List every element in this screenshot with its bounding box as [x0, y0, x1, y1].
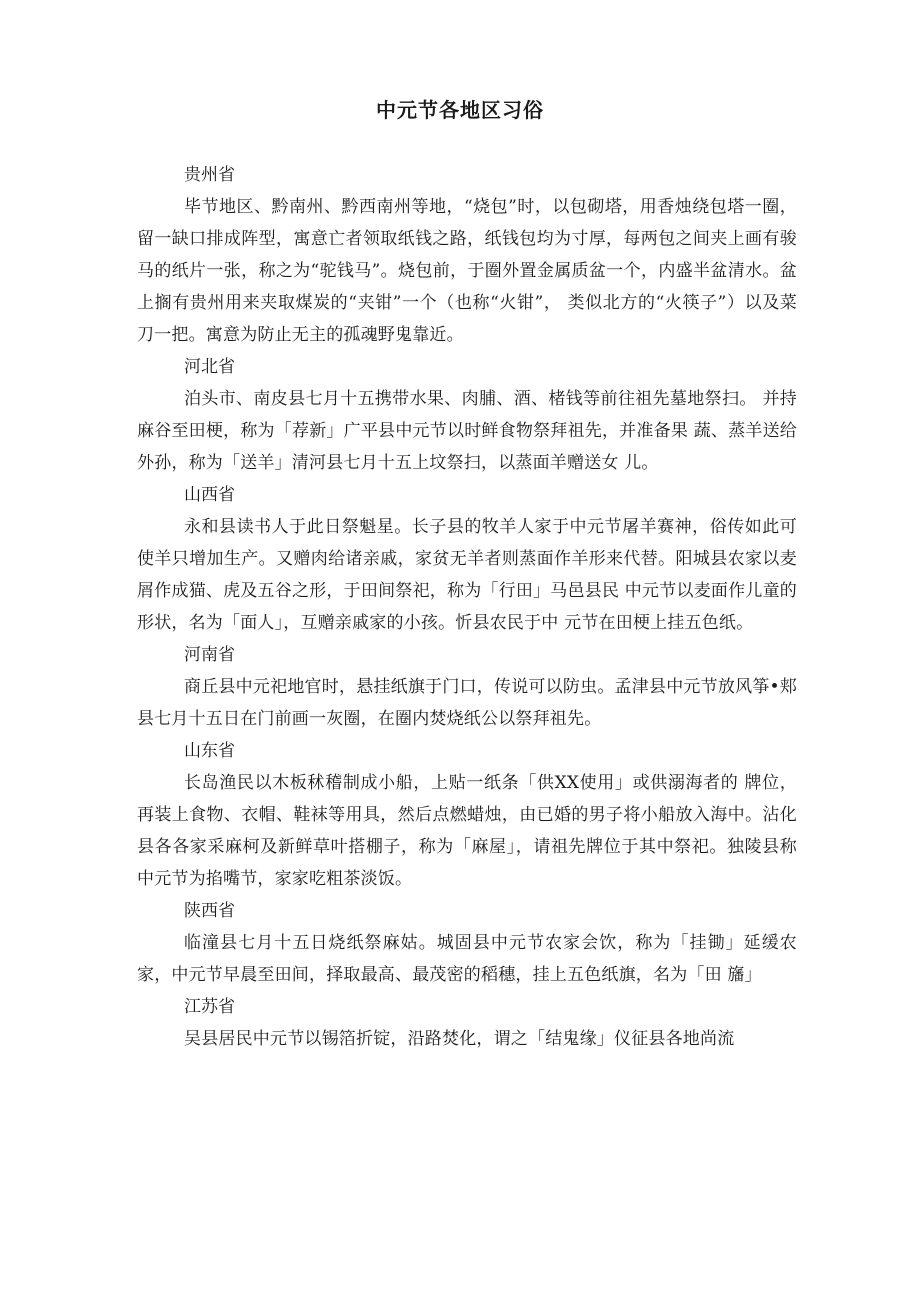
document-body: [137, 159, 797, 1055]
section-heading-shanxi: 山西省: [184, 485, 235, 505]
section-paragraph-henan: 商丘县中元祀地官时，悬挂纸旗于门口，传说可以防虫。孟津县中元节放风筝•郏县七月十五日在门前画一灰圈，在圈内焚烧纸公以祭拜祖先。: [137, 677, 797, 729]
section-paragraph-shaanxi: 临潼县七月十五日烧纸祭麻姑。城固县中元节农家会饮，称为「挂锄」延缓农家，中元节早晨至田间，择取最高、最茂密的稻穗，挂上五色纸旗，名为「田 旛」: [137, 933, 797, 985]
section-paragraph-guizhou: 毕节地区、黔南州、黔西南州等地，“烧包”时，以包砌塔，用香烛绕包塔一圈，留一缺口排成阵型，寓意亡者领取纸钱之路，纸钱包均为寸厚，每两包之间夹上画有骏马的纸片一张，称之为“驼钱马”。烧包前，于圈外置金属质盆一个，内盛半盆清水。盆上搁有贵州用来夹取煤炭的“夹钳”一个（也称“火钳”， 类似北方的“火筷子”）以及菜刀一把。寓意为防止无主的孤魂野鬼靠近。: [137, 197, 797, 345]
section-heading-hebei: 河北省: [184, 357, 235, 377]
section-heading-guizhou: 贵州省: [184, 165, 235, 185]
page-title: 中元节各地区习俗: [376, 98, 544, 122]
section-paragraph-hebei: 泊头市、南皮县七月十五携带水果、肉脯、酒、楮钱等前往祖先墓地祭扫。 并持麻谷至田梗，称为「荐新」广平县中元节以时鲜食物祭拜祖先，并准备果 蔬、蒸羊送给外孙，称为「送羊」清河县七月十五上坟祭扫，以蒸面羊赠送女 儿。: [137, 389, 797, 473]
section-paragraph-jiangsu: 吴县居民中元节以锡箔折锭，沿路焚化，谓之「结鬼缘」仪征县各地尚流: [184, 1029, 735, 1049]
section-paragraph-shandong: 长岛渔民以木板秫稽制成小船，上贴一纸条「供XX使用」或供溺海者的 牌位，再装上食物、衣帽、鞋袜等用具，然后点燃蜡烛，由已婚的男子将小船放入海中。沾化县各各家采麻柯及新鲜草叶搭棚子，称为「麻屋」，请祖先牌位于其中祭祀。独陵县称中元节为掐嘴节，家家吃粗茶淡饭。: [137, 773, 797, 889]
section-paragraph-shanxi: 永和县读书人于此日祭魁星。长子县的牧羊人家于中元节屠羊赛神，俗传如此可使羊只增加生产。又赠肉给诸亲戚，家贫无羊者则蒸面作羊形来代替。阳城县农家以麦屑作成猫、虎及五谷之形，于田间祭祀，称为「行田」马邑县民 中元节以麦面作儿童的形状，名为「面人」，互赠亲戚家的小孩。忻县农民于中 元节在田梗上挂五色纸。: [137, 517, 797, 633]
section-heading-shaanxi: 陕西省: [184, 901, 235, 921]
section-heading-henan: 河南省: [184, 645, 235, 665]
section-heading-shandong: 山东省: [184, 741, 235, 761]
section-heading-jiangsu: 江苏省: [184, 997, 235, 1017]
